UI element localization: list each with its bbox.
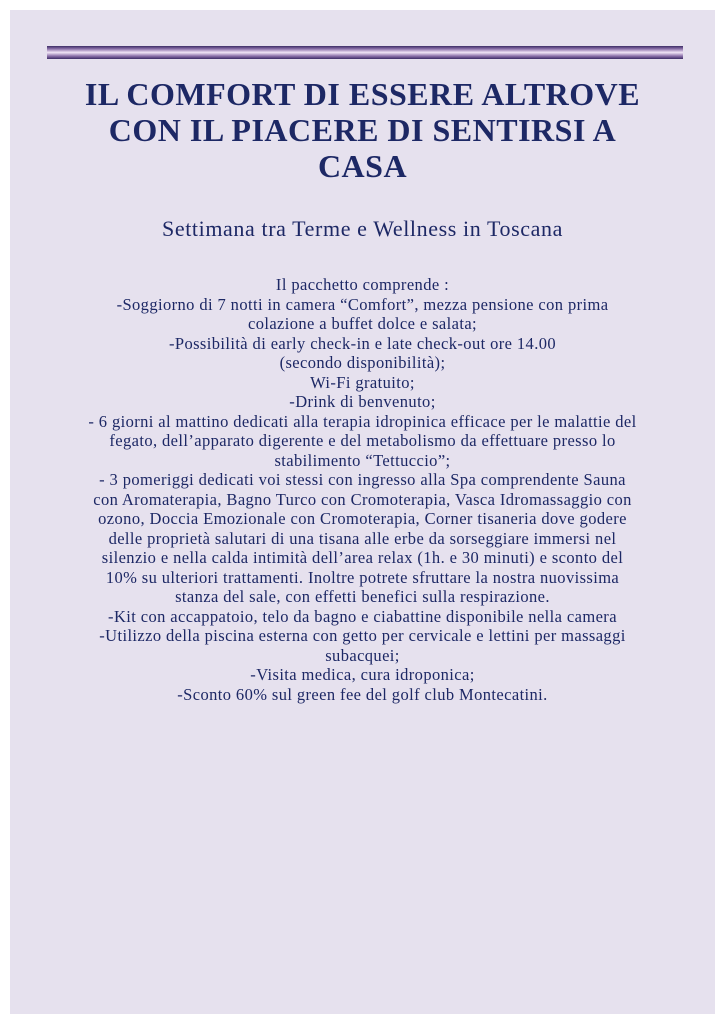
page-title [10,76,715,184]
title-line: CON IL PIACERE DI SENTIRSI A [108,112,617,148]
body-line: silenzio e nella calda intimità dell’area relax (1h. e 30 minuti) e sconto del [101,548,624,567]
body-line: -Kit con accappatoio, telo da bagno e ciabattine disponibile nella camera [108,606,617,626]
body-line: - 6 giorni al mattino dedicati alla terapia idropinica efficace per le malattie del [88,411,637,431]
body-line: fegato, dell’apparato digerente e del metabolismo da effettuare presso lo [109,431,616,450]
package-description [10,275,715,704]
decorative-header-bar [47,46,683,59]
body-line: stanza del sale, con effetti benefici sulla respirazione. [175,587,550,606]
title-line: CASA [317,148,408,184]
body-line: -Sconto 60% sul green fee del golf club Montecatini. [177,684,548,704]
body-line: -Drink di benvenuto; [289,392,436,411]
body-line: stabilimento “Tettuccio”; [274,450,451,470]
document-page [10,10,715,1014]
body-line: delle proprietà salutari di una tisana alle erbe da sorseggiare immersi nel [108,528,617,548]
body-line: (secondo disponibilità); [279,353,446,372]
body-line: - 3 pomeriggi dedicati voi stessi con ingresso alla Spa comprendente Sauna [99,470,626,489]
body-line: -Visita medica, cura idroponica; [250,665,475,684]
title-line: IL COMFORT DI ESSERE ALTROVE [84,76,641,112]
body-line: ozono, Doccia Emozionale con Cromoterapia, Corner tisaneria dove godere [98,509,627,528]
body-line: Wi-Fi gratuito; [310,372,415,392]
body-line: -Possibilità di early check-in e late check-out ore 14.00 [168,333,557,353]
body-line: subacquei; [325,645,400,665]
body-line: con Aromaterapia, Bagno Turco con Cromoterapia, Vasca Idromassaggio con [93,489,632,509]
body-line: colazione a buffet dolce e salata; [247,314,478,333]
body-line: Il pacchetto comprende : [275,275,450,294]
body-line: -Soggiorno di 7 notti in camera “Comfort”, mezza pensione con prima [116,294,609,314]
body-line: -Utilizzo della piscina esterna con getto per cervicale e lettini per massaggi [99,626,626,645]
body-line: 10% su ulteriori trattamenti. Inoltre potrete sfruttare la nostra nuovissima [105,567,620,587]
page-subtitle: Settimana tra Terme e Wellness in Toscana [162,216,563,241]
